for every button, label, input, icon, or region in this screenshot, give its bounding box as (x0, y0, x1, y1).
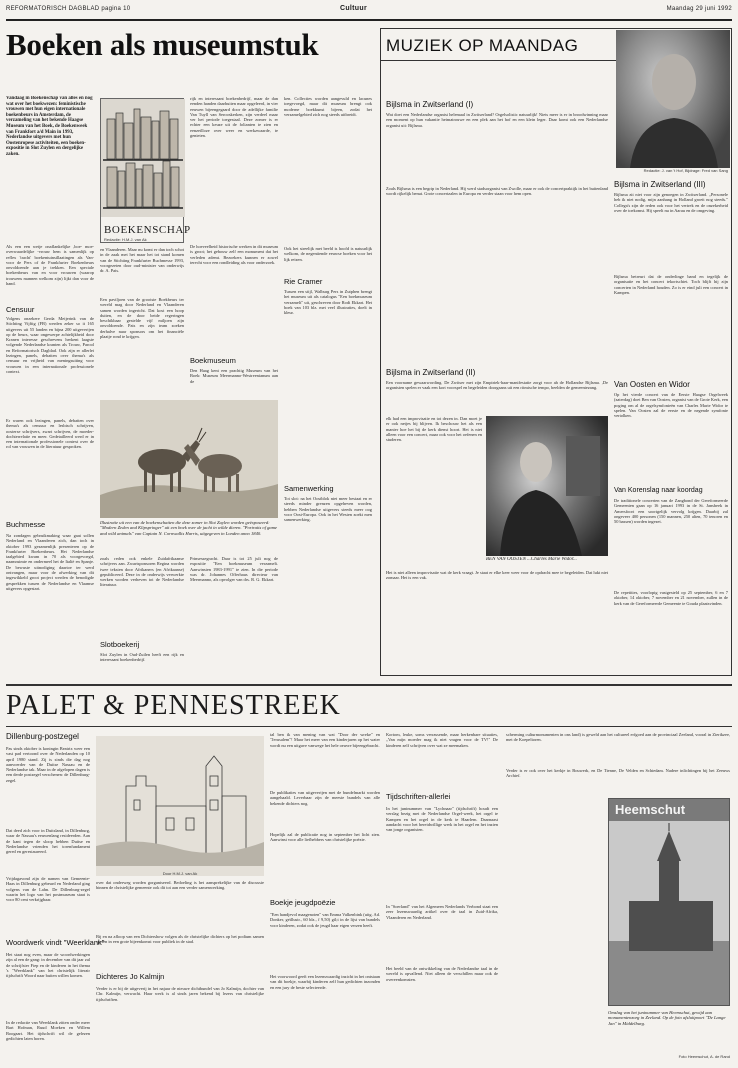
palet-text: In het juninummer van "Lychnaar" (tijdschrift) houdt een verslag bezig met de Nederlandse Orgel-week, het orgel te Kampen en het orgel in de kerk te Haarlem. Daarnaast aandacht voor het bereidwillige werk in het orgel en het inzien van jonge organisten. (386, 806, 498, 833)
muziek-text: Een voorname gewaarwording. De Zwitser met zijn Empiriek-haar-manifestatie zorgt voor ah de Hollandse Bijlsma. ,De organisten spelen er vaak een kort voorspel en begeleiden doorgaans uit een ritmische tempo, beelden de gemeentezang. (386, 380, 608, 391)
subhead-woordwerk: Woordwerk vindt "Weerklank" (6, 938, 105, 947)
muziek-text: Het is niet alleen improvisatie wat de kerk vraagt. Je staat er elke keer weer voor de opdracht mee te begeleiden. Dat lukt niet zomaar. Het is een vak. (386, 570, 608, 581)
muziek-text: elk had een improvisatie en tot dezen in. Dan moet je er ook netjes bij blijven. Ik beschouw het als een manier hoe het bij de kerk dienst hoort. Het is niet alleen voor een concert, maar ook voor het oefenen en studeren. (386, 416, 482, 443)
palet-title: PALET & PENNESTREEK (6, 690, 341, 721)
article-text: Volgens onzekere Gerda Meijerink van de Stichting Vijftig (FB) werden zeker so it 165 uitgevers uit 55 landen en bijna 200 uitgeverijen op de beurs, waar ongewerpe achtelijkheid door Kranen interesse geschrevens herkent laagste volgende Nederlandse kranten als Trouw, Parool en Reformatorisch Dagblad. Ook zijn er allerlei lezingen, panels, debatten over thema's als censuur en vrijheid van meningsuiting voor vrouwen in een internationale professionele context. (6, 316, 94, 374)
muziek-text: Zoals Bijlsma is een begrip in Nederland. Hij werd stadsorganist van Zwolle, maar er ook de concertpraktijk in het buitenland wordt rijkelijk benut. Grote concertzalen in Europa en verder staan voor hem open. (386, 186, 608, 197)
subhead-bijlsma-3: Bijlsma in Zwitserland (III) (614, 180, 706, 189)
section-name: Cultuur (340, 5, 367, 12)
article-text: De hoeveelheid historische werken in dit museum is groot; het gebouw zelf een monument dat het verleden ademt. Bezoekers kunnen er zowel terecht voor een rondleiding als voor onderzoek. (190, 244, 278, 265)
article-text: Er waren ook lezingen, panels, debatten over thema's als censuur en lesbisch schrijven, oosterse schrijvers, zwart schrijven, de moeder-dochterrelatie en meer. Gedetailleerd werd er in een internationale professionele context over de rol van vrouwen in de literatuur gesproken. (6, 418, 94, 450)
article-text: Een paviljoen van de grootste Boekbeurs ter wereld mag door Nederland en Vlaanderen samen worden ingericht. Dat kost een hoop duiten, en de door beide regeringen beschikbaar gestelde vijf miljoen zijn onvoldoende. Pais en zijn team zoeken derhalve naar sponsors om het financiële plaatje rond te krijgen. (100, 297, 184, 340)
palet-rule (6, 726, 732, 727)
heemschut-caption: Omslag van het juninummer van Heemschut, gewijd aan monumentenzorg in Zeeland. Op de foto afsluitpoort "De Lange Jan" in Middelburg. (608, 1010, 726, 1026)
palet-text: In "Soerland" van het Algemeen Nederlands Verbond staat een zeer lezenswaardig artikel over de taal in Zuid-Afrika, Vlaanderen en Nederland. (386, 904, 498, 920)
antelope-illustration (100, 400, 278, 518)
palet-text: Het beeld van de ontwikkeling van de Nederlandse taal in de wereld is opvallend. Niet alleen de verschillen maar ook de overeenkomsten. (386, 966, 498, 982)
article-text: rijk en interessant boekenbedrijf, maar de dan eenden handen daarbuiten maar opgeleerd, in vier eeuwen bijeengegaard door de adellijke familie Van Tuyll van Serooskerken, zijn verdeel maar ver het periode toegestaal. Deze zomer is er echter een keuze uit de folianten te zien en eenzeilloze over weer en werkzwaarde, te genieten. (190, 96, 278, 139)
muziek-text: Bijlsma betreurt dat de onderlinge band en tegelijk de organisatie en het concert tekortschiet. Toch blijft hij zijn concerten in Nederland houden. Zo is er eind juli een concert in Kampen. (614, 274, 728, 295)
musician-portrait-icon (616, 30, 730, 168)
palet-text: "Een handjevol maagenoten" van Emma Valkenbink (uitg. Ad. Donker, geïllustr., 60 blz., f 9,50) gil;t in de lijst van bundels voor kinderen, zodat ook de jeugd haar eigen verzen heeft. (270, 912, 380, 928)
subhead-bijlsma-1: Bijlsma in Zwitserland (I) (386, 100, 474, 109)
palet-rule-top (6, 684, 732, 686)
article-text: Tussen een stijl, Walburg Pers in Zutphen brengt het museum uit als catalogus "Een boekmuseum verzamelt" uit, geschreven door Rodi Ekkart. Het boek van 103 blz. met veel illustraties, doelt in kleur. (284, 289, 372, 316)
palet-text: tal ben ik van mening van wat "Door der wreke" en "Jerusalem"! Maar het meer van een kinderjaren op het water wordt nu een uitgave vanwege het hele oeuvre bijeengebracht. (270, 732, 380, 748)
subhead-jeugdpoezie: Boekje jeugdpoëzie (270, 898, 336, 907)
article-lead: Vandaag in Boekenschap van alles en nog wat over het boekwezen: feministische vrouwen met hun eigen internationale boekenbeurs in Amsterdam, de verzameling van het bekende Haagse Museum van het Boek, de Boekenweek van Frankfort a/d Main in 1993, Nederlandse uitgevers met hun Oostenropese activiteiten, een boeken-expositie in Slot Zuylen en dergelijke zaken. (6, 96, 93, 157)
header-rule (6, 19, 732, 21)
muziek-text: De traditionele concerten van de Zangbond der Gereformeerde Gemeenten gaan op 16 januari 1993 in de St. Jansbeek in Amersfoort een soortgelijk vervolg krijgen. Daarbij zal ongeveer 400 personen (150 mannen, 250 alten, 70 tenoren en 50 bassen) worden ingezet. (614, 498, 728, 525)
article-text: Na zondagen gebruikmaking waar gaat sollen Nederland en Vlaanderen zich, dan toch in oktober 1993 gezamenlijk presenteren op de Frankfurter Boekenbeurs. Het Nederlandse taalgebied kwam in 70 als voorgevoegd, naamruimte en ondermeel het de Italië en Spanje. De bewuste uitnodiging daartoe ter werd ontvangen, maar voor de afwerking van dit ingewikkeld groot project werden de benodigde gesprekken tussen de Nederlandse en Vlaamse uitgevers opgestart. (6, 533, 94, 591)
boekenschap-credit: Redactie: H.M.J. van Ak (104, 237, 147, 242)
palet-text: Hopelijk zal de publicatie nog in september het licht zien. Aanwinst voor alle liefhebbers van christelijke poëzie. (270, 832, 380, 843)
palet-text: Het voorwoord geeft een lezenswaardig inzicht in het ontstaan van dit boekje, waarbij kinderen zelf hun gedichten inzonden en een jury de beste selecteerde. (270, 974, 380, 990)
header-date: Maandag 29 juni 1992 (666, 6, 732, 12)
subhead-kalmijn: Dichteres Jo Kalmijn (96, 972, 165, 981)
castle-drawing (96, 736, 264, 876)
tower-photo-icon (609, 821, 729, 1005)
subhead-tijdschriften: Tijdschriften-allerlei (386, 792, 451, 801)
subhead-korenslag: Van Korenslag naar koordag (614, 487, 703, 494)
article-text: Den Haag kent een prachtig Museum van het Boek: Museum Meermanno-Westreenianum aan de (190, 368, 278, 384)
palet-text: Kortom, leuke, soms verrassende, maar herkenbare situaties, „Van mijn moeder mag ik niet vragen voor de TV!" De kinderen zelf schrijven over wat ze meemaken. (386, 732, 498, 748)
palet-text: In de redactie van Weerklank zitten onder meer Bart Hofman, Ruud Moeken en Willem Boogaart. Het tijdschrift wil de gelezen gedichten laten horen. (6, 1020, 90, 1041)
article-title: Boeken als museumstuk (6, 27, 319, 62)
palet-text: De publikaties van uitgeverijen met de bundelmarkt worden aangehaald. Leverbaar zijn de meeste bundels van alle bekende dichters nog. (270, 790, 380, 806)
article-text: zoals reden ook enkele Zuidafrikaanse schrijvers aan. Zwartsponsoren Regina worden twee teksten door Afrikaners (en Afrikaanse) gepubliceerd. Deze in de onderwijs verwerkte werken worden verheven tot de Nederlandse literatuur. (100, 556, 184, 588)
muziek-text: De repetities, voorlopig vastgesteld op 25 september, 6 en 7 oktober, 14 oktober, 7 november en 21 november, zullen in de kerk van de Gereformeerde Gemeente te Gouda plaatsvinden. (614, 590, 728, 606)
subhead-van-oosten: Van Oosten en Widor (614, 380, 690, 389)
article-intro: Als een een wetje onaflankelijke ,boe- moe-overwaardelijke -vrouw hem is samenlijk op reflex 'tracht' boekentuinsillaatingen als Van- voor de Pers of de Frankfurter Boekenbeurs onvoldoende aan je trekken. Een speciale boekenbeurs van en voor vrouwen (waarop trouwens mannen welkom zijn) lijkt dan voor de hand. (6, 244, 94, 287)
palet-text: Dat deed zich voor in Duitsland, in Dillenburg, waar de Nassau's eeuwenlang resideerden. Aan de kant tegen de sloop hebben Duitse en Nederlandse vrienden het torenfundament gered en gerestaureerd. (6, 828, 90, 855)
muziek-title: MUZIEK OP MAANDAG (386, 36, 579, 55)
subhead-boekmuseum: Boekmuseum (190, 356, 236, 365)
boekenschap-logo (100, 98, 191, 243)
castle-caption: Door H.M.J. van Ak (162, 871, 198, 876)
subhead-bijlsma-2: Bijlsma in Zwitserland (II) (386, 368, 476, 377)
heemschut-logo: Heemschut (609, 799, 729, 821)
subhead-buchmesse: Buchmesse (6, 520, 46, 529)
palet-text: over dat onderweg worden gorganiseerd. Bedoeling is het aansprekelijke van de discussie binnen de christelijke gemeente ook dit tot aan een verder samenwerking. (96, 880, 264, 891)
article-text: Prinsessegracht. Daar is tot 25 juli nog de expositie "Een boekmuseum verzamelt. Aanwinsten 1983-1991" te zien. In die periode was dr. Johannes Offerhaus directeur van Meermanno, als opvolger van drs. R. G. Ekkart. (190, 556, 278, 583)
palet-text: scherming culturmonumenten in ons land) is geweld aan het cultureel erfgoed aan de provinciaal Zeeland, vooral in Zierikzee, met de Koepeltoren. (506, 732, 730, 743)
subhead-dillenburg: Dillenburg-postzegel (6, 732, 79, 741)
article-text: Tot slot: na het Oostblok niet meer bestaat en er steeds minder grenzen opgeheven worden, hebben Nederlandse uitgevers steeds meer oog voor Oost-Europa. Ook in het Westen zoekt men samenwerking. (284, 496, 372, 523)
article-text: en Vlaanderen. Maar nu komt er dan toch schot in de zaak met het maar het tot stand komen van de Stichting Frankfurter Buchmesse 1993, voorgezeten door oud-minister van onderwijs dr. A. Pais. (100, 247, 184, 274)
bookshelf-icon (101, 99, 185, 217)
boekenschap-title: BOEKENSCHAP (104, 224, 191, 236)
subhead-censuur: Censuur (6, 305, 35, 314)
palet-text: Bij en na afloop van een Dichtershow volgen als de christelijke dichters op het podium samen spelen in een grote bijeenkomst voor publiek in de stad. (96, 934, 264, 945)
heemschut-credit: Foto Heemschut, A. de Rand (678, 1054, 730, 1059)
article-text: Ook het streelijk met beeld is hoofd is natuurlijk welkom, de negentiende eeuwse boeken voor het lijk reizen. (284, 246, 372, 262)
article-text: Slot Zuylen in Oud-Zuilen heeft een rijk en interessant boekenbedrijf. (100, 652, 184, 663)
antelope-icon (100, 400, 278, 518)
article-text: ken. Collecties worden aangevuld en lacunes toegevoegd, maar dit museum brengt ook moderne boekkunst bijeen, zodat het verzamelgebied zich nog steeds uitbreidt. (284, 96, 372, 117)
muziek-portrait (616, 30, 730, 168)
muziek-text: Bijlsma zit niet voor zijn genoegen in Zwitserland. „Personele heb ik niet nodig, mijn aanhang in Holland groeit nog steeds." Collega's zijn de reden ook voor het vertrek en de onzekerheid over de toekomst. Hij speelt nu in Aarau en de omgeving. (614, 192, 728, 213)
muziek-text: Wat doet een Nederlandse organist helemaal in Zwitserland? Orgelsolistic natuurlijk! Niets meer is er in broodwinning maar een moment op hun vakantie heimatrouwe en een plek aan het hof en een klein leger. Daar komt ook een Nederlandse organist uit: Bijlsma. (386, 112, 608, 128)
muziek-rule (380, 60, 616, 61)
illustration-caption: Illustratie uit een van de boekenschatten die deze zomer in Slot Zuylen worden geëxposeerd: "Modern Zeden and Klipspringer" uit een boek over de jacht in wilde dieren. "Portraits of game and wild animals" van Captain N. Cornwallis Harris, uitgegeven in Londen anno 1840. (100, 520, 278, 536)
palet-text: Verder is er ook over het kerkje in Bouwerk, en De Tienne, De Velden en Schiedam. Nadere inlichtingen bij het Zeeuws Archief. (506, 768, 730, 779)
subhead-slotboekerij: Slotboekerij (100, 640, 140, 649)
van-oosten-photo (486, 416, 608, 556)
palet-text: Pas sinds oktober is koningin Beatrix weer een vast pad vertoond over de Nederlanden op 10 april 1980 stand. Zij is sinds die dag nog aanvoerder van de Duitse Nassau en de Nederlandse tak. Maar in de afgelopen dagen is een derde postzegel verschenen: de Dillenburg-zegel. (6, 746, 90, 783)
van-oosten-caption: BEN VAN OOSTEN ...Charles Marie Widor... (486, 557, 577, 562)
castle-icon (96, 736, 264, 866)
palet-text: Verder is er bij de uitgeverij in het najaar de nieuwe dichtbundel van Jo Kalmijn, dochter van Chr. Kalmijn, verwacht. Haar werk is al sinds jaren bekend bij lezers van christelijke tijdschriften. (96, 986, 264, 1002)
header-left: REFORMATORISCH DAGBLAD pagina 10 (6, 6, 131, 12)
organist-icon (486, 416, 608, 556)
subhead-samenwerking: Samenwerking (284, 484, 334, 493)
palet-text: Het staat nog even, maar de woordwerkingen zijn al een de gang: in december van dit jaar zal de schrijfster Fiep en de kinderen in het thema 's "Weerklank" van het christelijk literair tijdschrift Woord naar buiten willen komen. (6, 952, 90, 979)
heemschut-cover (608, 798, 730, 1006)
muziek-photo-credit: Redactie: J. van 't Hof, Bijdrage: Fred van Sang (643, 168, 728, 173)
muziek-text: Op het vierde concert van de Eerste Haagse Orgelweek (zaterdag) doet Ben van Oosten, organist van de Grote Kerk, een poging om al de orgelsymfonieën van Charles Marie Widor te spelen. Van Oosten zal de eerste en de negende symfonie vertolken. (614, 392, 728, 419)
subhead-rie-cramer: Rie Cramer (284, 277, 323, 286)
palet-text: Vrijdagavond zijn de namen van Gemeente-Haas in Dillenburg gebeurd en Nederland ging volgens van de Lahn. De Dillenburg-zegel waarin het logo van het postmuseum staat is voor 80 cent verkrijgbaar. (6, 876, 90, 903)
